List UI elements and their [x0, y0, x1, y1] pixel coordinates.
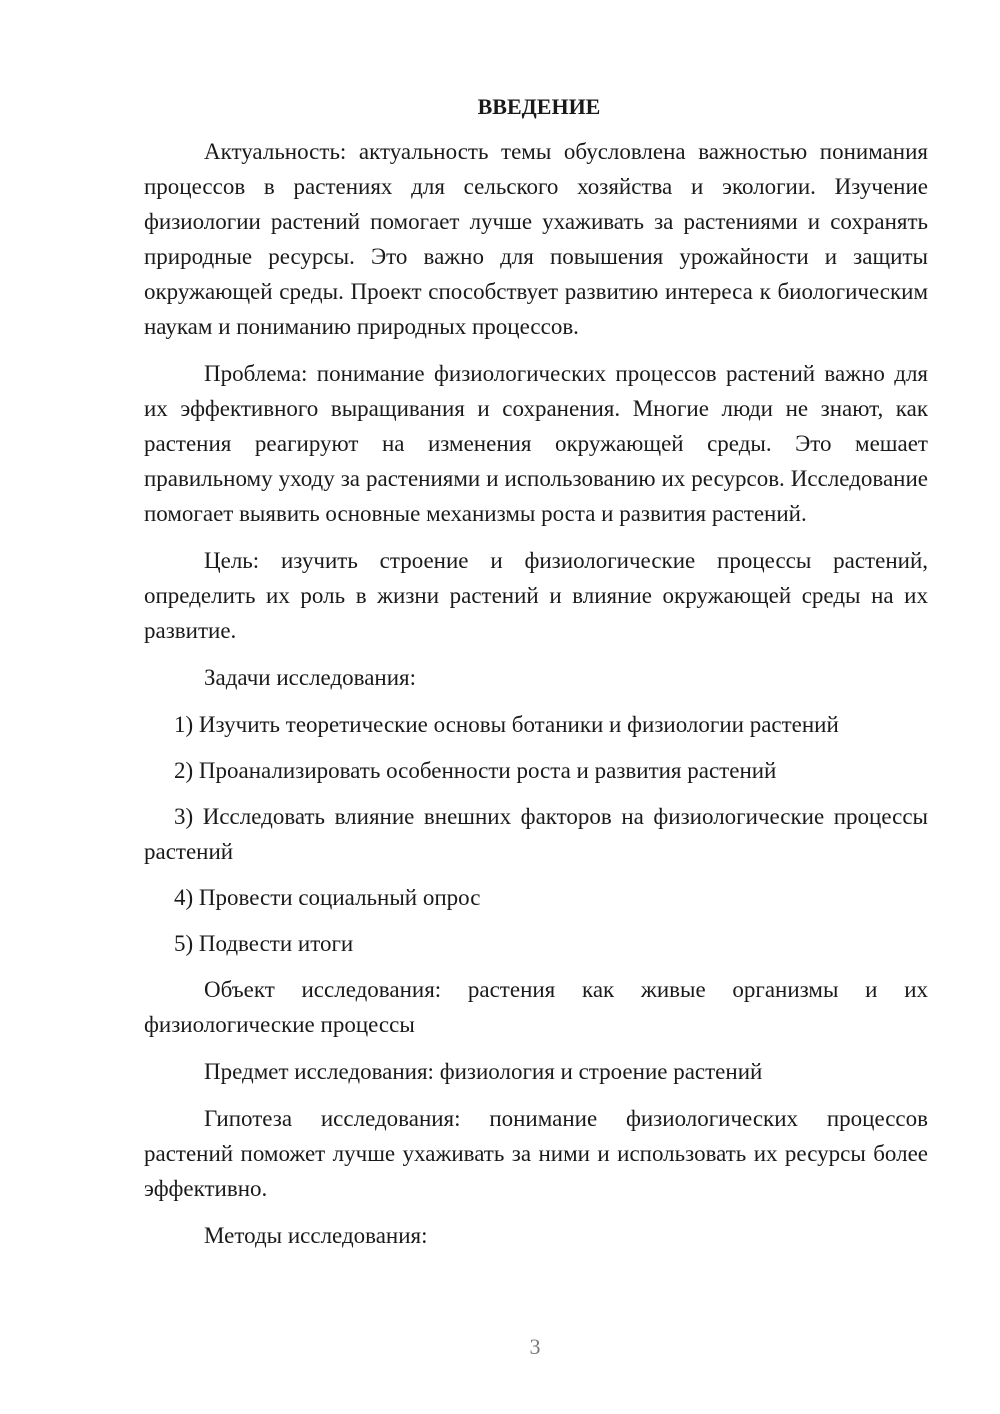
document-page	[144, 92, 928, 1265]
paragraph-problem: Проблема: понимание физиологических процессов растений важно для их эффективного выращивания и сохранения. Многие люди не знают, как растения реагируют на изменения окружающей среды. Это мешает правильному уходу за растениями и использованию их ресурсов. Исследование помогает выявить основные механизмы роста и развития растений.	[144, 361, 928, 526]
paragraph-object: Объект исследования: растения как живые организмы и их физиологические процессы	[144, 977, 928, 1037]
paragraph-subject: Предмет исследования: физиология и строение растений	[204, 1059, 763, 1084]
tasks-heading: Задачи исследования:	[204, 665, 417, 690]
methods-heading: Методы исследования:	[204, 1223, 428, 1248]
page-title: ВВЕДЕНИЕ	[477, 94, 601, 119]
task-item-4: 4) Провести социальный опрос	[174, 885, 481, 910]
page-number: 3	[529, 1334, 541, 1359]
paragraph-goal: Цель: изучить строение и физиологические процессы растений, определить их роль в жизни растений и влияние окружающей среды на их развитие.	[144, 548, 928, 643]
task-item-5: 5) Подвести итоги	[174, 931, 354, 956]
task-item-2: 2) Проанализировать особенности роста и развития растений	[174, 758, 777, 783]
task-item-3: 3) Исследовать влияние внешних факторов на физиологические процессы растений	[144, 804, 928, 864]
paragraph-hypothesis: Гипотеза исследования: понимание физиологических процессов растений поможет лучше ухаживать за ними и использовать их ресурсы более эффективно.	[144, 1106, 928, 1201]
paragraph-relevance: Актуальность: актуальность темы обусловлена важностью понимания процессов в растениях для сельского хозяйства и экологии. Изучение физиологии растений помогает лучше ухаживать за растениями и сохранять природные ресурсы. Это важно для повышения урожайности и защиты окружающей среды. Проект способствует развитию интереса к биологическим наукам и пониманию природных процессов.	[144, 139, 928, 339]
task-item-1: 1) Изучить теоретические основы ботаники и физиологии растений	[174, 712, 839, 737]
